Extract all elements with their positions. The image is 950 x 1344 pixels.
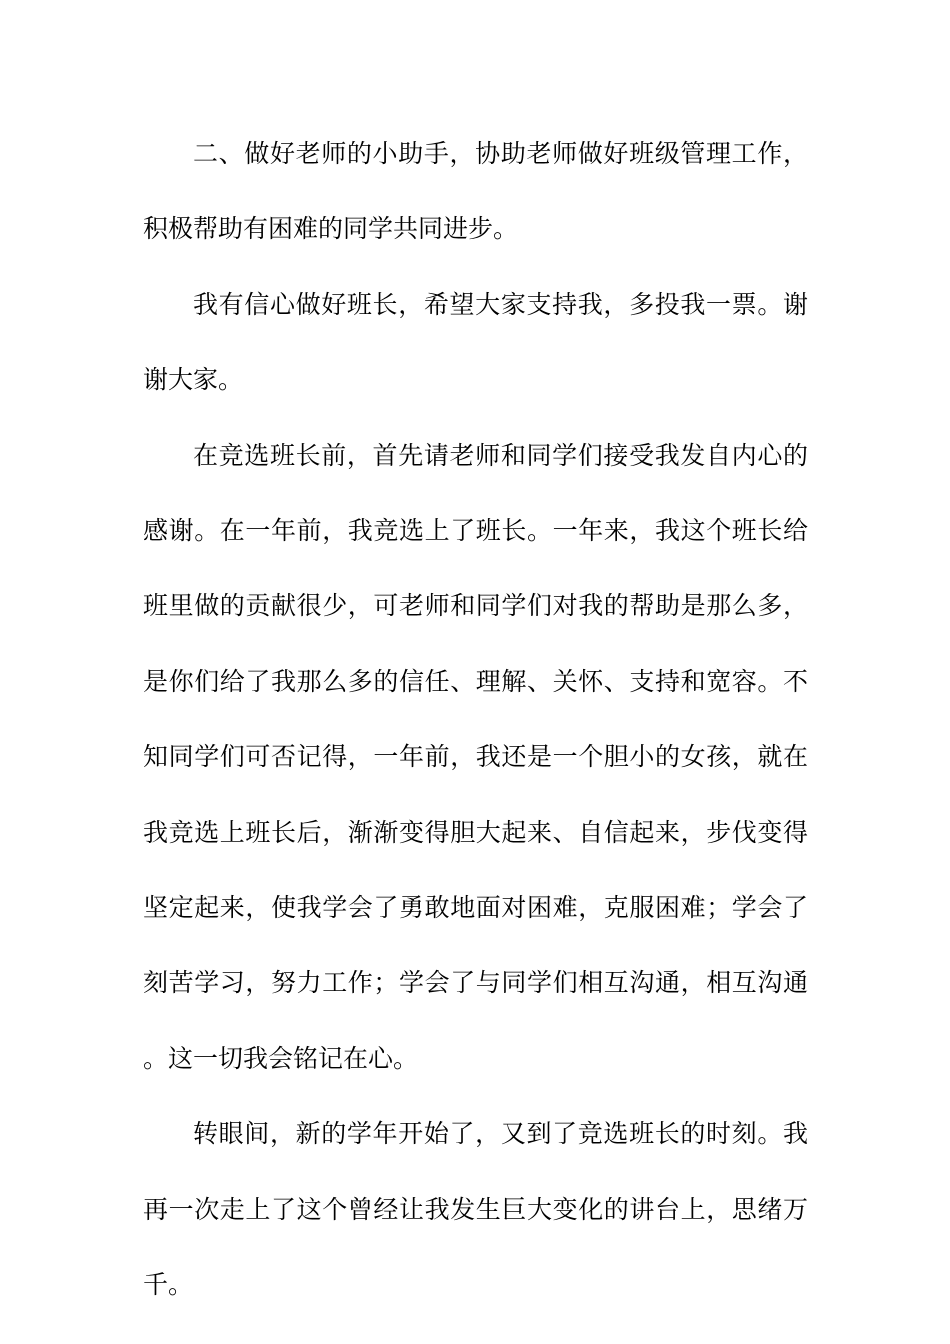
paragraph-goal-two: 二、做好老师的小助手，协助老师做好班级管理工作，积极帮助有困难的同学共同进步。 xyxy=(143,139,808,244)
paragraph-vote-request: 我有信心做好班长，希望大家支持我，多投我一票。谢谢大家。 xyxy=(143,289,808,395)
paragraph-new-year: 转眼间，新的学年开始了，又到了竞选班长的时刻。我再一次走上了这个曾经让我发生巨大变化的讲台上，思绪万千。 xyxy=(143,1119,808,1300)
paragraph-thanks: 在竞选班长前，首先请老师和同学们接受我发自内心的感谢。在一年前，我竞选上了班长。一年来，我这个班长给班里做的贡献很少，可老师和同学们对我的帮助是那么多，是你们给了我那么多的信任、理解、关怀、支持和宽容。不知同学们可否记得，一年前，我还是一个胆小的女孩，就在我竞选上班长后，渐渐变得胆大起来、自信起来，步伐变得坚定起来，使我学会了勇敢地面对困难，克服困难；学会了刻苦学习，努力工作；学会了与同学们相互沟通，相互沟通。这一切我会铭记在心。 xyxy=(143,440,808,1073)
document-body xyxy=(143,116,808,1323)
